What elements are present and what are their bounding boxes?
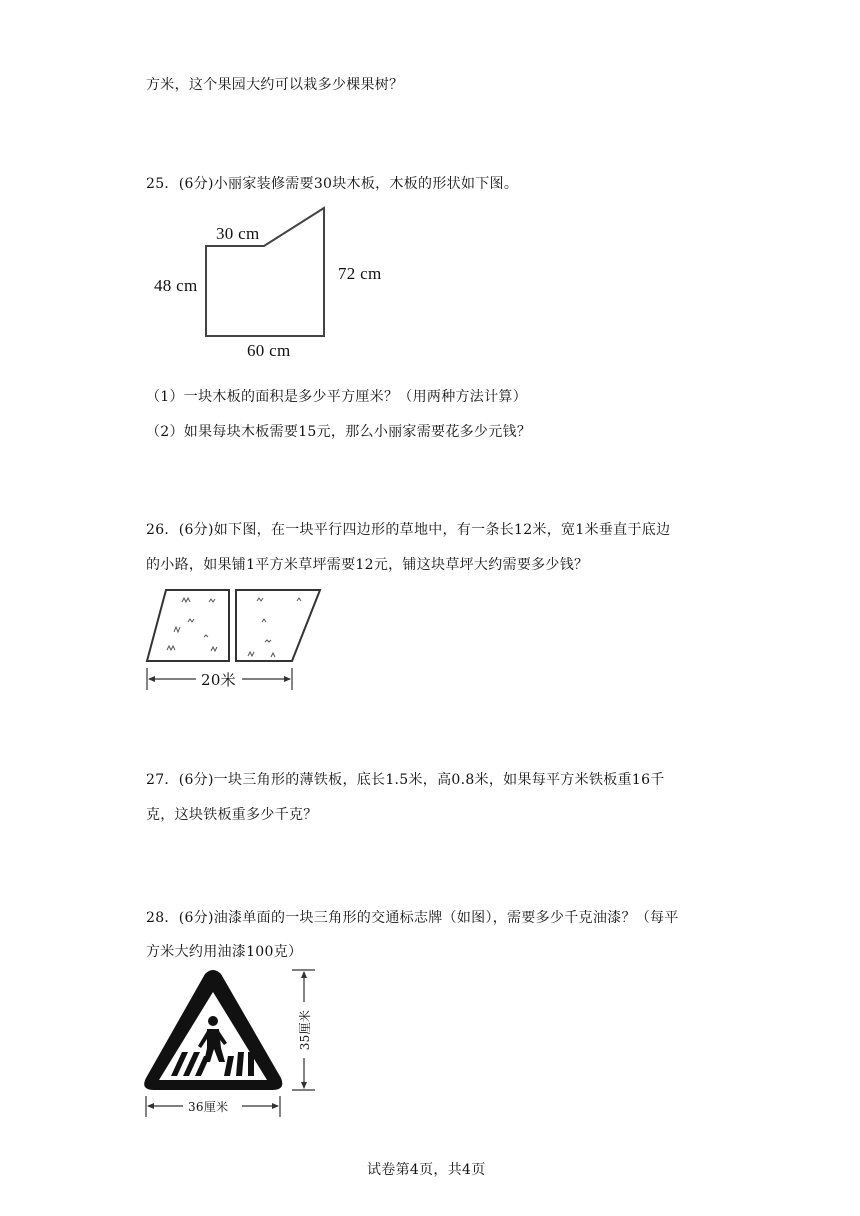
figure-label-bottom: 60 cm — [247, 341, 291, 360]
question-27-line2: 克，这块铁板重多少千克？ — [146, 807, 318, 823]
question-25-stem: 25．(6分)小丽家装修需要30块木板，木板的形状如下图。 — [146, 176, 519, 192]
question-25-sub2: （2）如果每块木板需要15元，那么小丽家需要花多少元钱？ — [146, 424, 532, 440]
question-26-line2: 的小路，如果铺1平方米草坪需要12元，铺这块草坪大约需要多少钱？ — [146, 557, 589, 573]
sign-base-label: 36厘米 — [188, 1100, 229, 1114]
question-28-line2: 方米大约用油漆100克） — [146, 944, 303, 960]
figure-label-right: 72 cm — [338, 264, 382, 283]
question-28-line1: 28．(6分)油漆单面的一块三角形的交通标志牌（如图），需要多少千克油漆？（每平 — [146, 910, 679, 926]
question-26-line1: 26．(6分)如下图，在一块平行四边形的草地中，有一条长12米，宽1米垂直于底边 — [146, 522, 671, 538]
figure-label-left: 48 cm — [154, 276, 198, 295]
sign-height-label: 35厘米 — [298, 1009, 312, 1051]
question-25-sub1: （1）一块木板的面积是多少平方厘米？（用两种方法计算） — [146, 389, 528, 405]
question-27-line1: 27．(6分)一块三角形的薄铁板，底长1.5米，高0.8米，如果每平方米铁板重16千 — [146, 772, 665, 788]
lawn-base-label: 20米 — [201, 671, 236, 689]
question-24-tail: 方米，这个果园大约可以栽多少棵果树？ — [146, 77, 404, 93]
page-footer: 试卷第4页，共4页 — [367, 1162, 486, 1178]
figure-label-top: 30 cm — [216, 224, 260, 243]
